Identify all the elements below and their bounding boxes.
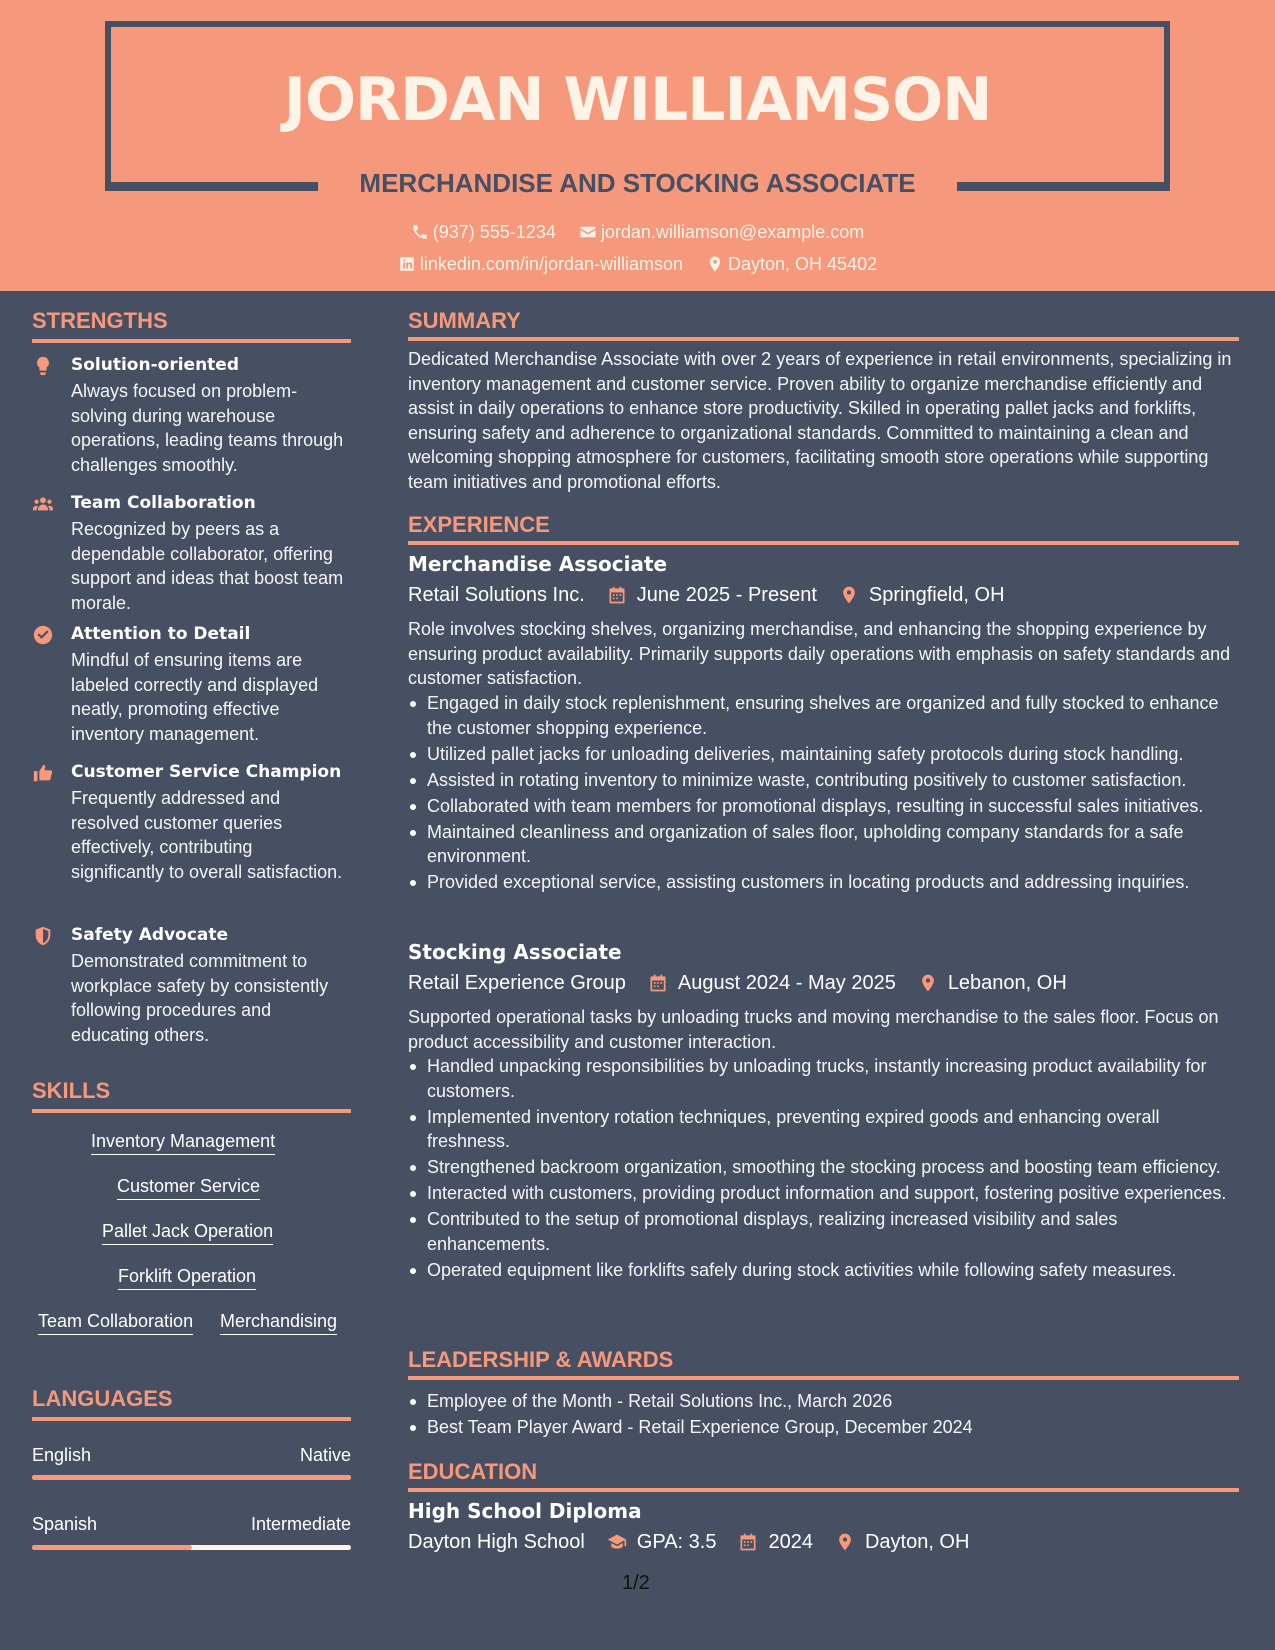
education-divider xyxy=(408,1488,1239,1492)
calendar-icon xyxy=(648,973,668,993)
summary-title: SUMMARY xyxy=(408,308,521,333)
email-text: jordan.williamson@example.com xyxy=(600,222,865,242)
bullet-item: Collaborated with team members for promotional displays, resulting in successful sales initiatives. xyxy=(408,794,1239,819)
experience-title: EXPERIENCE xyxy=(408,512,550,537)
phone-icon xyxy=(411,223,429,241)
language-name: Spanish xyxy=(32,1514,98,1534)
language-name: English xyxy=(32,1445,92,1465)
map-pin-icon xyxy=(839,585,859,605)
language-proficiency-fill xyxy=(32,1475,351,1480)
job-meta xyxy=(408,581,1005,609)
page-number: 1/2 xyxy=(622,1572,650,1594)
strength-description: Frequently addressed and resolved customer queries effectively, contributing significantly to overall satisfaction. xyxy=(71,788,343,882)
contact-row-2 xyxy=(0,252,1275,279)
calendar-icon xyxy=(738,1532,758,1552)
awards-title: LEADERSHIP & AWARDS xyxy=(408,1347,674,1372)
strengths-title: STRENGTHS xyxy=(32,308,168,333)
languages-heading xyxy=(32,1385,351,1421)
users-icon xyxy=(32,493,54,515)
job-role: Stocking Associate xyxy=(408,940,622,964)
bullet-item: Implemented inventory rotation techniques, preventing expired goods and enhancing overall freshness. xyxy=(408,1105,1239,1154)
job-location: Springfield, OH xyxy=(868,584,1005,606)
map-pin-icon xyxy=(706,255,724,273)
strengths-heading xyxy=(32,307,351,343)
skills-heading xyxy=(32,1077,351,1113)
bullet-item: Maintained cleanliness and organization of sales floor, upholding company standards for a safe environment. xyxy=(408,820,1239,869)
phone-text: (937) 555-1234 xyxy=(432,222,556,242)
skill-tag: Merchandising xyxy=(220,1309,337,1335)
strengths-divider xyxy=(32,339,351,343)
resume-header xyxy=(0,0,1275,291)
job-description: Supported operational tasks by unloading trucks and moving merchandise to the sales floor. Focus on product accessibility and customer interaction. xyxy=(408,1007,1219,1052)
language-proficiency-fill xyxy=(32,1545,192,1550)
job-role: Merchandise Associate xyxy=(408,552,668,576)
contact-row-1 xyxy=(0,220,1275,247)
language-proficiency-bar xyxy=(32,1475,351,1480)
job-dates: June 2025 - Present xyxy=(636,584,817,606)
bullet-item: Provided exceptional service, assisting customers in locating products and addressing inquiries. xyxy=(408,870,1239,895)
award-item: Best Team Player Award - Retail Experience Group, December 2024 xyxy=(408,1415,1239,1440)
job-title: MERCHANDISE AND STOCKING ASSOCIATE xyxy=(359,168,916,198)
location-contact xyxy=(706,252,877,276)
awards-divider xyxy=(408,1376,1239,1380)
language-proficiency-bar xyxy=(32,1545,351,1550)
skill-tag: Inventory Management xyxy=(91,1129,275,1155)
map-pin-icon xyxy=(918,973,938,993)
job-dates: August 2024 - May 2025 xyxy=(677,972,896,994)
location-text: Dayton, OH 45402 xyxy=(728,254,878,274)
graduation-cap-icon xyxy=(607,1532,627,1552)
map-pin-icon xyxy=(835,1532,855,1552)
job-bullets xyxy=(408,691,1239,896)
strength-description: Demonstrated commitment to workplace safety by consistently following procedures and educating others. xyxy=(71,951,329,1045)
job-company: Retail Solutions Inc. xyxy=(408,584,585,606)
strength-name: Customer Service Champion xyxy=(71,762,342,782)
strength-description: Recognized by peers as a dependable collaborator, offering support and ideas that boost team morale. xyxy=(71,519,344,613)
education-degree: High School Diploma xyxy=(408,1499,642,1523)
bullet-item: Strengthened backroom organization, smoothing the stocking process and boosting team efficiency. xyxy=(408,1155,1239,1180)
strength-name: Solution-oriented xyxy=(71,355,239,375)
language-level: Intermediate xyxy=(250,1514,351,1534)
strength-description: Mindful of ensuring items are labeled correctly and displayed neatly, promoting effective inventory management. xyxy=(71,650,319,744)
education-meta xyxy=(408,1528,969,1556)
shield-icon xyxy=(32,925,54,947)
education-year: 2024 xyxy=(768,1531,813,1553)
skill-tag: Team Collaboration xyxy=(38,1309,193,1335)
language-level: Native xyxy=(299,1445,351,1465)
experience-divider xyxy=(408,541,1239,545)
job-company: Retail Experience Group xyxy=(408,972,626,994)
bullet-item: Engaged in daily stock replenishment, ensuring shelves are organized and fully stocked to enhance the customer shopping experience. xyxy=(408,691,1239,740)
job-bullets xyxy=(408,1054,1239,1284)
languages-divider xyxy=(32,1417,351,1421)
bullet-item: Handled unpacking responsibilities by unloading trucks, instantly increasing product availability for customers. xyxy=(408,1054,1239,1103)
awards-list xyxy=(408,1389,1239,1441)
bullet-item: Contributed to the setup of promotional displays, realizing increased visibility and sales enhancements. xyxy=(408,1207,1239,1256)
job-location: Lebanon, OH xyxy=(947,972,1067,994)
skills-divider xyxy=(32,1109,351,1113)
bullet-item: Utilized pallet jacks for unloading deliveries, maintaining safety protocols during stock handling. xyxy=(408,742,1239,767)
education-school: Dayton High School xyxy=(408,1531,585,1553)
linkedin-contact[interactable] xyxy=(398,252,683,276)
linkedin-text: linkedin.com/in/jordan-williamson xyxy=(419,254,683,274)
skills-title: SKILLS xyxy=(32,1078,111,1103)
skill-tag: Pallet Jack Operation xyxy=(102,1219,273,1245)
bullet-item: Operated equipment like forklifts safely during stock activities while following safety measures. xyxy=(408,1258,1239,1283)
strength-name: Attention to Detail xyxy=(71,624,251,644)
summary-text: Dedicated Merchandise Associate with over 2 years of experience in retail environments, specializing in inventory management and customer service. Proven ability to organize merchandise efficiently and assist in daily operations to enhance store productivity. Skilled in operating pallet jacks and forklifts, ensuring safety and adherence to organizational standards. Committed to maintaining a clean and welcoming shopping atmosphere for customers, facilitating smooth store operations while supporting team initiatives and promotional efforts. xyxy=(408,349,1232,492)
bullet-item: Interacted with customers, providing product information and support, fostering positive experiences. xyxy=(408,1181,1239,1206)
calendar-icon xyxy=(607,585,627,605)
education-location: Dayton, OH xyxy=(864,1531,970,1553)
award-item: Employee of the Month - Retail Solutions Inc., March 2026 xyxy=(408,1389,1239,1414)
email-contact[interactable] xyxy=(579,220,864,244)
job-meta xyxy=(408,969,1067,997)
bullet-item: Assisted in rotating inventory to minimize waste, contributing positively to customer satisfaction. xyxy=(408,768,1239,793)
strength-name: Safety Advocate xyxy=(71,925,229,945)
summary-divider xyxy=(408,337,1239,341)
lightbulb-icon xyxy=(32,355,54,377)
candidate-name: JORDAN WILLIAMSON xyxy=(283,65,992,135)
education-title: EDUCATION xyxy=(408,1459,538,1484)
envelope-icon xyxy=(579,223,597,241)
phone-contact[interactable] xyxy=(411,220,556,244)
skill-tag: Customer Service xyxy=(117,1174,260,1200)
thumbs-up-icon xyxy=(32,762,54,784)
linkedin-icon xyxy=(398,255,416,273)
education-gpa: GPA: 3.5 xyxy=(636,1531,717,1553)
check-circle-icon xyxy=(32,624,54,646)
job-description: Role involves stocking shelves, organizing merchandise, and enhancing the shopping experience by ensuring product availability. Primarily supports daily operations with emphasis on safety standards and customer satisfaction. xyxy=(408,619,1231,688)
skill-tag: Forklift Operation xyxy=(118,1264,256,1290)
languages-title: LANGUAGES xyxy=(32,1386,173,1411)
strength-name: Team Collaboration xyxy=(71,493,256,513)
strength-description: Always focused on problem-solving during warehouse operations, leading teams through challenges smoothly. xyxy=(71,381,344,475)
